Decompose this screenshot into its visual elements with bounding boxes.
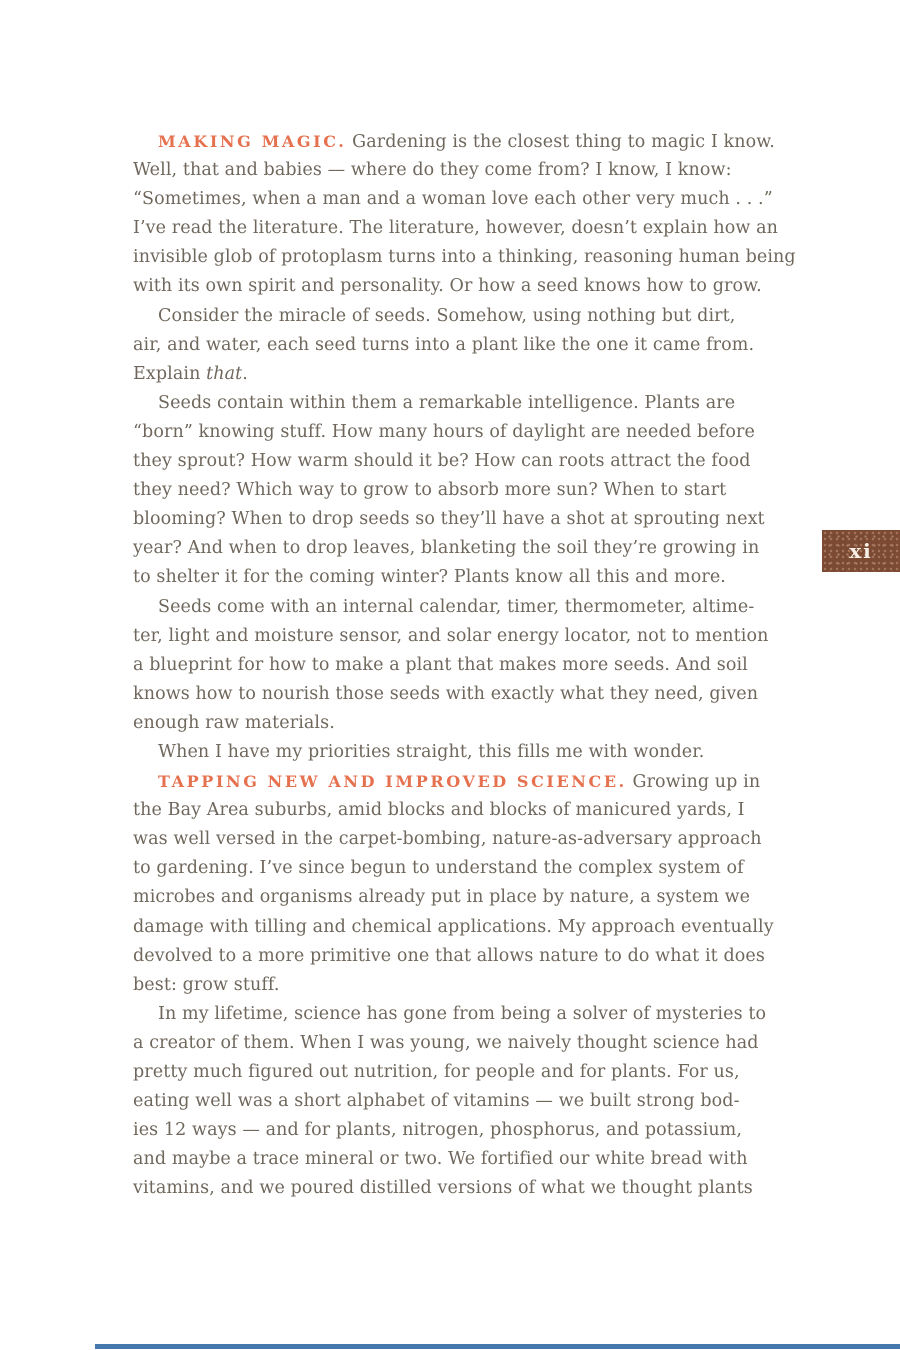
text-line [133, 622, 781, 651]
body-text: I’ve read the literature. The literature, however, doesn’t explain how an [133, 218, 779, 239]
body-text: a creator of them. When I was young, we naively thought science had [133, 1032, 759, 1053]
body-text: Explain [133, 363, 207, 384]
text-line [133, 534, 781, 563]
body-text: “Sometimes, when a man and a woman love each other very much . . .” [133, 189, 773, 210]
body-text: a blueprint for how to make a plant that makes more seeds. And soil [133, 654, 748, 675]
body-text: Gardening is the closest thing to magic I know. [346, 132, 775, 152]
paragraph [133, 302, 781, 389]
paragraph [133, 593, 781, 738]
text-line [133, 1145, 781, 1174]
body-text: Seeds come with an internal calendar, timer, thermometer, altime- [158, 596, 755, 617]
paragraph [133, 738, 781, 767]
body-text: they need? Which way to grow to absorb more sun? When to start [133, 480, 727, 501]
text-line [133, 796, 781, 825]
section-heading: TAPPING NEW AND IMPROVED SCIENCE. [158, 772, 627, 792]
text-line [133, 418, 781, 447]
body-text: Seeds contain within them a remarkable intelligence. Plants are [158, 392, 736, 413]
text-line [133, 156, 781, 185]
text-line [133, 738, 781, 767]
text-line [133, 185, 781, 214]
text-line [133, 331, 781, 360]
body-text: blooming? When to drop seeds so they’ll have a shot at sprouting next [133, 509, 765, 530]
body-text: the Bay Area suburbs, amid blocks and blocks of manicured yards, I [133, 800, 745, 821]
paragraph [133, 127, 796, 302]
body-text: Growing up in [626, 772, 761, 793]
paragraph [133, 389, 781, 593]
text-line [133, 593, 781, 622]
text-line [133, 563, 781, 592]
text-line [133, 709, 781, 738]
page-bottom-edge-bar [95, 1344, 900, 1349]
body-text: vitamins, and we poured distilled versions of what we thought plants [133, 1178, 753, 1199]
paragraph [133, 767, 781, 1000]
body-text: knows how to nourish those seeds with exactly what they need, given [133, 683, 759, 704]
italic-text: that [206, 363, 243, 384]
body-text: eating well was a short alphabet of vitamins — we built strong bod- [133, 1091, 740, 1112]
text-line [133, 243, 796, 272]
text-column [133, 127, 796, 1203]
body-text: ter, light and moisture sensor, and solar energy locator, not to mention [133, 625, 769, 646]
body-text: When I have my priorities straight, this fills me with wonder. [158, 741, 705, 762]
paragraph [133, 1000, 781, 1204]
text-line [133, 127, 781, 156]
text-line [133, 1000, 781, 1029]
page-number-tab [822, 530, 900, 572]
body-text: and maybe a trace mineral or two. We fortified our white bread with [133, 1149, 748, 1170]
body-text: was well versed in the carpet-bombing, nature-as-adversary approach [133, 829, 762, 850]
body-text: to shelter it for the coming winter? Plants know all this and more. [133, 567, 726, 588]
body-text: best: grow stuff. [133, 974, 280, 995]
body-text: Well, that and babies — where do they come from? I know, I know: [133, 160, 732, 181]
text-line [133, 680, 781, 709]
body-text: Consider the miracle of seeds. Somehow, using nothing but dirt, [158, 305, 736, 326]
body-text: ies 12 ways — and for plants, nitrogen, phosphorus, and potassium, [133, 1120, 743, 1141]
body-text: enough raw materials. [133, 712, 335, 733]
text-line [133, 272, 781, 301]
text-line [133, 1058, 781, 1087]
text-line [133, 825, 781, 854]
text-line [133, 1116, 781, 1145]
body-text: devolved to a more primitive one that allows nature to do what it does [133, 945, 765, 966]
body-text: In my lifetime, science has gone from being a solver of mysteries to [158, 1003, 767, 1024]
text-line [133, 214, 781, 243]
body-text: they sprout? How warm should it be? How can roots attract the food [133, 451, 751, 472]
body-text: . [242, 363, 248, 384]
text-line [133, 854, 781, 883]
body-text: air, and water, each seed turns into a plant like the one it came from. [133, 334, 755, 355]
body-text: invisible glob of protoplasm turns into a thinking, reasoning human being [133, 247, 796, 268]
body-text: year? And when to drop leaves, blanketing the soil they’re growing in [133, 538, 760, 559]
text-line [133, 971, 781, 1000]
body-text: with its own spirit and personality. Or how a seed knows how to grow. [133, 276, 762, 297]
text-line [133, 505, 781, 534]
text-line [133, 389, 781, 418]
body-text: “born” knowing stuff. How many hours of daylight are needed before [133, 421, 755, 442]
body-text: damage with tilling and chemical applications. My approach eventually [133, 916, 774, 937]
text-line [133, 913, 781, 942]
text-line [133, 767, 781, 796]
text-line [133, 651, 781, 680]
body-text: pretty much figured out nutrition, for people and for plants. For us, [133, 1062, 740, 1082]
text-line [133, 447, 781, 476]
text-line [133, 1029, 781, 1058]
text-line [133, 1174, 781, 1203]
text-line [133, 1087, 781, 1116]
text-line [133, 942, 781, 971]
text-line [133, 360, 781, 389]
body-text: microbes and organisms already put in place by nature, a system we [133, 887, 751, 908]
text-line [133, 476, 781, 505]
text-line [133, 883, 781, 912]
page-number: xi [849, 539, 873, 563]
section-heading: MAKING MAGIC. [158, 132, 347, 151]
body-text: to gardening. I’ve since begun to understand the complex system of [133, 858, 744, 879]
text-line [133, 302, 781, 331]
